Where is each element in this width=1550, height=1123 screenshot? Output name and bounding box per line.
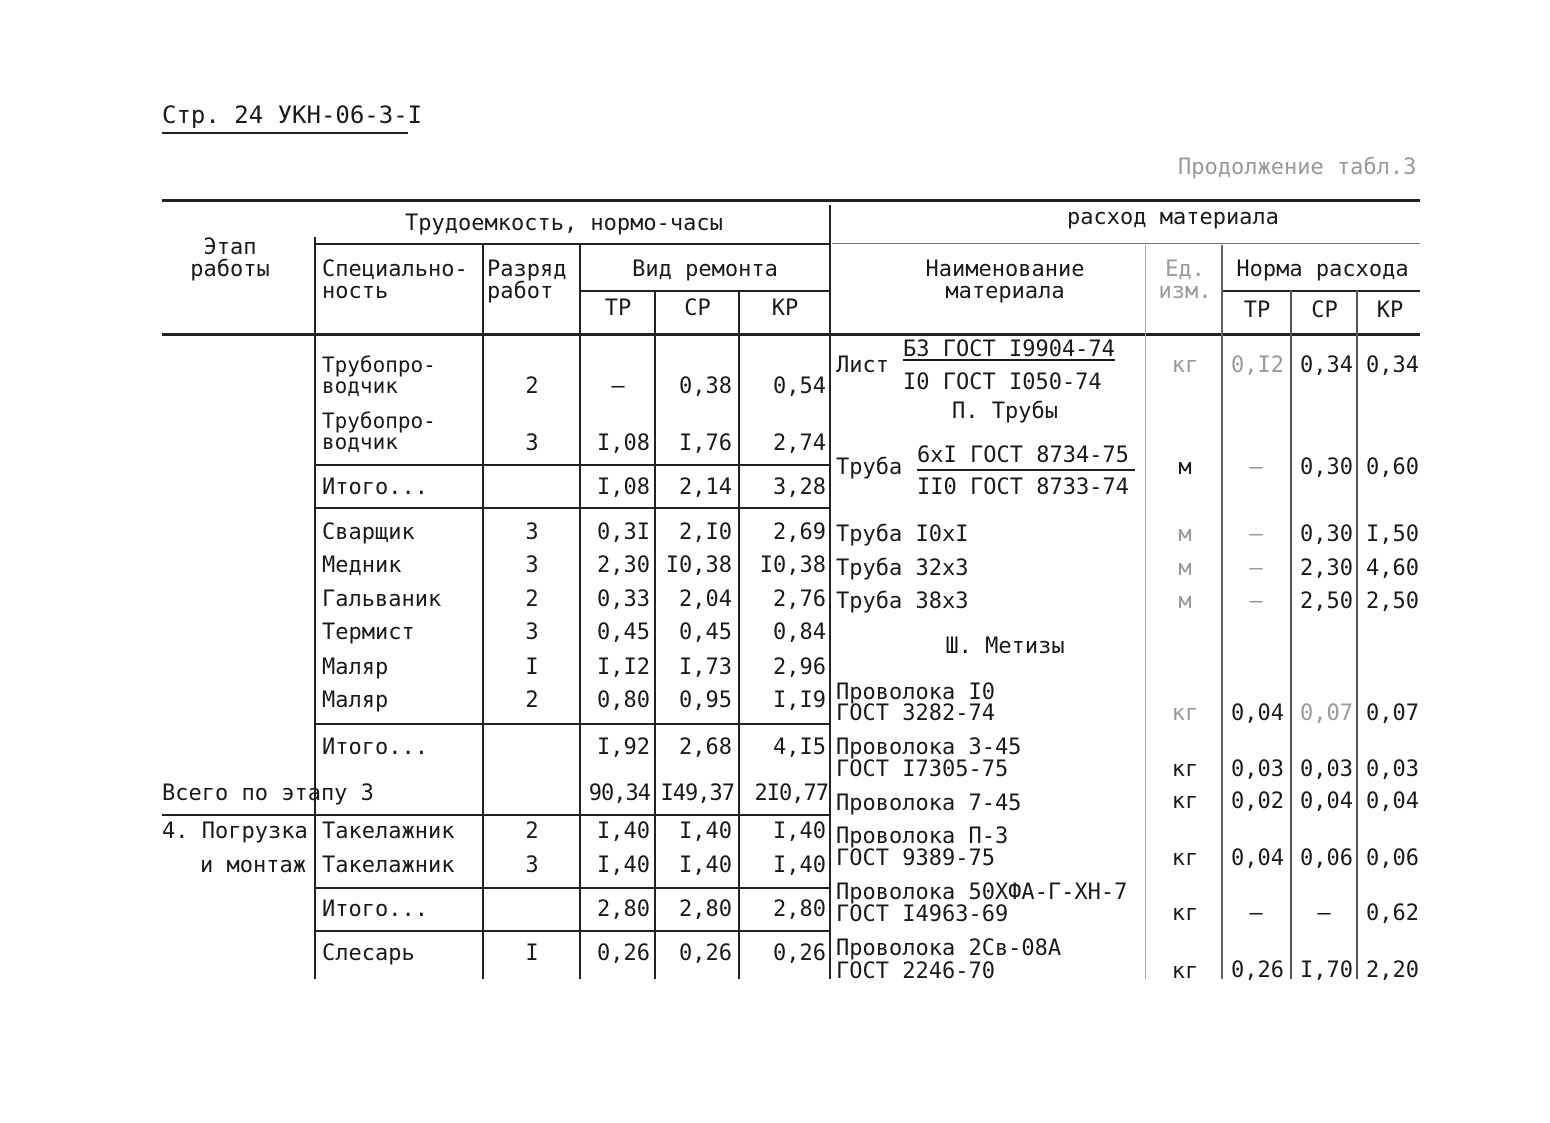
labor-row-sr: 2,04 [679,587,732,612]
labor-row-grade: 3 [525,620,539,645]
material-name-bottom: II0 ГОСТ 8733-74 [917,475,1129,500]
material-unit: кг [1171,789,1199,814]
labor-row-grade: 3 [525,553,539,578]
subtotal-rule-1b [316,507,830,509]
labor-row-tr: I,40 [597,819,650,844]
labor-row-tr: 0,26 [597,941,650,966]
labor-row-sr: 0,26 [679,941,732,966]
labor-row-kr: I,40 [773,819,826,844]
labor-row-kr: 4,I5 [773,735,826,760]
specialty-header: Специально- ность [322,257,468,304]
labor-header-rule [316,243,830,245]
labor-row-grade: 2 [525,688,539,713]
material-name-top: 6хI ГОСТ 8734-75 [917,443,1129,468]
material-kr: 0,62 [1366,901,1419,926]
labor-row-specialty: Итого... [322,735,428,760]
labor-row-tr: I,I2 [597,655,650,680]
material-unit: м [1178,455,1192,480]
material-name: Проволока П-3 [836,824,1009,849]
labor-row-specialty: Итого... [322,897,428,922]
material-unit: м [1178,556,1192,581]
labor-row-specialty: Трубопро- водчик [322,353,436,398]
material-sr: 0,30 [1300,455,1353,480]
material-sr: 0,34 [1300,353,1353,378]
labor-row-grade: I [525,941,539,966]
labor-row-kr: 2,80 [773,897,826,922]
material-name: Проволока 7-45 [836,791,1022,816]
material-kr: 0,06 [1366,846,1419,871]
labor-row-kr: I0,38 [759,553,826,578]
kr2-header: КР [1376,298,1404,323]
kr-header: КР [771,296,799,321]
labor-row-specialty: Итого... [322,475,428,500]
material-header-rule [832,243,1420,244]
material-sr: I,70 [1300,958,1353,983]
material-name-gost: ГОСТ I4963-69 [836,902,1009,927]
material-sr: 0,03 [1300,757,1353,782]
material-kr: 2,50 [1366,589,1419,614]
material-tr: – [1249,522,1263,547]
material-name: Проволока I0 [836,680,995,705]
material-sr: 0,07 [1300,701,1353,726]
col-rule-labor-material [829,205,831,979]
labor-row-kr: 2,74 [773,431,826,456]
material-sr: – [1317,901,1331,926]
continuation-label: Продолжение табл.3 [1178,155,1417,180]
labor-row-specialty: Маляр [322,655,389,680]
labor-row-sr: I49,37 [660,781,734,806]
norm-header: Норма расхода [1236,257,1409,282]
page-header: Стр. 24 УКН-06-3-I [162,101,423,129]
material-unit: кг [1171,846,1199,871]
labor-row-kr: 2,76 [773,587,826,612]
material-tr: 0,26 [1231,958,1284,983]
subtotal-rule-3b [316,930,830,932]
material-sr: 2,30 [1300,556,1353,581]
section-heading-hardware: Ш. Метизы [945,634,1065,659]
material-name-bottom: I0 ГОСТ I050-74 [903,370,1102,395]
material-name: Труба 38х3 [836,589,969,614]
labor-row-tr: I,40 [597,853,650,878]
material-tr: – [1249,901,1263,926]
labor-row-sr: 2,80 [679,897,732,922]
labor-row-kr: 3,28 [773,475,826,500]
labor-row-kr: 0,54 [773,374,826,399]
col-rule-unit [1221,245,1223,979]
repair-type-rule [580,290,830,292]
labor-row-specialty: Маляр [322,688,389,713]
labor-row-tr: I,92 [597,735,650,760]
labor-row-kr: 2I0,77 [754,781,828,806]
sr-header: СР [684,296,711,321]
grade-header: Разряд работ [487,257,567,304]
material-unit: кг [1171,353,1199,378]
repair-type-header: Вид ремонта [632,257,778,282]
labor-row-grade: 3 [525,853,539,878]
col-rule-grade [579,245,581,979]
labor-row-grade: 2 [525,819,539,844]
stage-header: Этап работы [190,235,270,282]
material-name-gost: ГОСТ 3282-74 [836,701,995,726]
labor-row-specialty: Слесарь [322,941,415,966]
norm-rule [1223,290,1420,292]
labor-row-tr: – [611,374,625,399]
material-tr: 0,04 [1231,701,1284,726]
material-sr: 0,06 [1300,846,1353,871]
material-unit: м [1178,522,1192,547]
col-rule-name [1145,245,1146,979]
stage-total-rule [162,814,830,816]
col-rule-sr [738,290,740,979]
material-name-top: Б3 ГОСТ I9904-74 [903,337,1115,362]
material-kr: I,50 [1366,522,1419,547]
unit-header: Ед. изм. [1158,257,1212,304]
material-name: Лист [836,353,889,378]
subtotal-rule-1a [316,464,830,466]
material-unit: кг [1171,757,1199,782]
labor-row-tr: 0,3I [597,520,650,545]
labor-row-kr: I,40 [773,853,826,878]
col-rule-sr2 [1356,290,1358,979]
material-kr: 4,60 [1366,556,1419,581]
labor-row-tr: 90,34 [588,781,650,806]
header-bottom-rule [162,333,1420,336]
table-top-rule [162,199,1420,202]
labor-row-specialty: Медник [322,553,402,578]
material-unit: кг [1171,701,1199,726]
labor-row-sr: 2,68 [679,735,732,760]
material-unit: кг [1171,959,1199,984]
material-name: Труба 32х3 [836,556,969,581]
material-kr: 0,07 [1366,701,1419,726]
material-kr: 0,60 [1366,455,1419,480]
material-kr: 0,03 [1366,757,1419,782]
labor-row-grade: 3 [525,431,539,456]
stage-label: и монтаж [200,853,306,878]
material-tr: – [1249,556,1263,581]
labor-row-sr: 0,38 [679,374,732,399]
material-kr: 2,20 [1366,958,1419,983]
labor-row-sr: I,40 [679,853,732,878]
labor-row-sr: I,40 [679,819,732,844]
labor-row-kr: 0,84 [773,620,826,645]
labor-row-sr: 0,95 [679,688,732,713]
labor-row-grade: I [525,655,539,680]
material-sr: 0,04 [1300,789,1353,814]
tr-header: ТР [604,296,632,321]
labor-row-specialty: Такелажник [322,819,455,844]
labor-row-specialty: Гальваник [322,587,442,612]
sr2-header: СР [1311,298,1338,323]
material-sr: 2,50 [1300,589,1353,614]
material-kr: 0,04 [1366,789,1419,814]
col-rule-stage [314,237,316,979]
labor-row-tr: 0,80 [597,688,650,713]
material-tr: 0,04 [1231,846,1284,871]
labor-row-tr: I,08 [597,431,650,456]
labor-row-kr: 2,96 [773,655,826,680]
labor-row-grade: 2 [525,374,539,399]
labor-header: Трудоемкость, нормо-часы [405,211,723,236]
labor-row-sr: I,73 [679,655,732,680]
section-heading-pipes: П. Трубы [952,399,1058,424]
labor-row-sr: 2,14 [679,475,732,500]
material-unit: кг [1171,901,1199,926]
material-tr: 0,03 [1231,757,1284,782]
material-name: Проволока 3-45 [836,735,1022,760]
subtotal-rule-3a [316,887,830,889]
material-name-gost: ГОСТ I7305-75 [836,757,1009,782]
material-tr: – [1249,455,1263,480]
material-group-header: расход материала [1067,205,1279,230]
labor-row-kr: 0,26 [773,941,826,966]
labor-row-kr: I,I9 [773,688,826,713]
col-rule-specialty [482,245,484,979]
labor-row-sr: 2,I0 [679,520,732,545]
material-tr: 0,02 [1231,789,1284,814]
labor-row-specialty: Трубопро- водчик [322,409,436,454]
labor-row-kr: 2,69 [773,520,826,545]
labor-row-tr: 0,33 [597,587,650,612]
subtotal-rule-2a [316,723,830,725]
col-rule-tr [654,290,656,979]
labor-row-tr: 2,80 [597,897,650,922]
material-name-header: Наименование материала [925,257,1085,304]
material-name: Проволока 2Св-08А [836,936,1062,961]
labor-row-grade: 3 [525,520,539,545]
labor-row-tr: 2,30 [597,553,650,578]
col-rule-tr2 [1290,290,1292,979]
material-tr: – [1249,589,1263,614]
material-name-gost: ГОСТ 9389-75 [836,846,995,871]
labor-row-tr: I,08 [597,475,650,500]
labor-row-sr: I0,38 [665,553,732,578]
material-name: Проволока 50ХФА-Г-ХН-7 [836,880,1128,905]
labor-row-sr: 0,45 [679,620,732,645]
labor-row-specialty: Термист [322,620,415,645]
labor-row-sr: I,76 [679,431,732,456]
labor-row-grade: 2 [525,587,539,612]
labor-row-specialty: Такелажник [322,853,455,878]
material-tr: 0,I2 [1231,353,1284,378]
tr2-header: ТР [1243,298,1271,323]
material-sr: 0,30 [1300,522,1353,547]
material-kr: 0,34 [1366,353,1419,378]
fraction-line [917,469,1135,471]
material-name-gost: ГОСТ 2246-70 [836,959,995,984]
material-name: Труба [836,455,903,480]
labor-row-specialty: Сварщик [322,520,415,545]
labor-row-tr: 0,45 [597,620,650,645]
material-name: Труба I0хI [836,522,969,547]
stage-total-label: Всего по этапу 3 [162,781,374,806]
material-unit: м [1178,589,1192,614]
stage-label: 4. Погрузка [162,819,308,844]
